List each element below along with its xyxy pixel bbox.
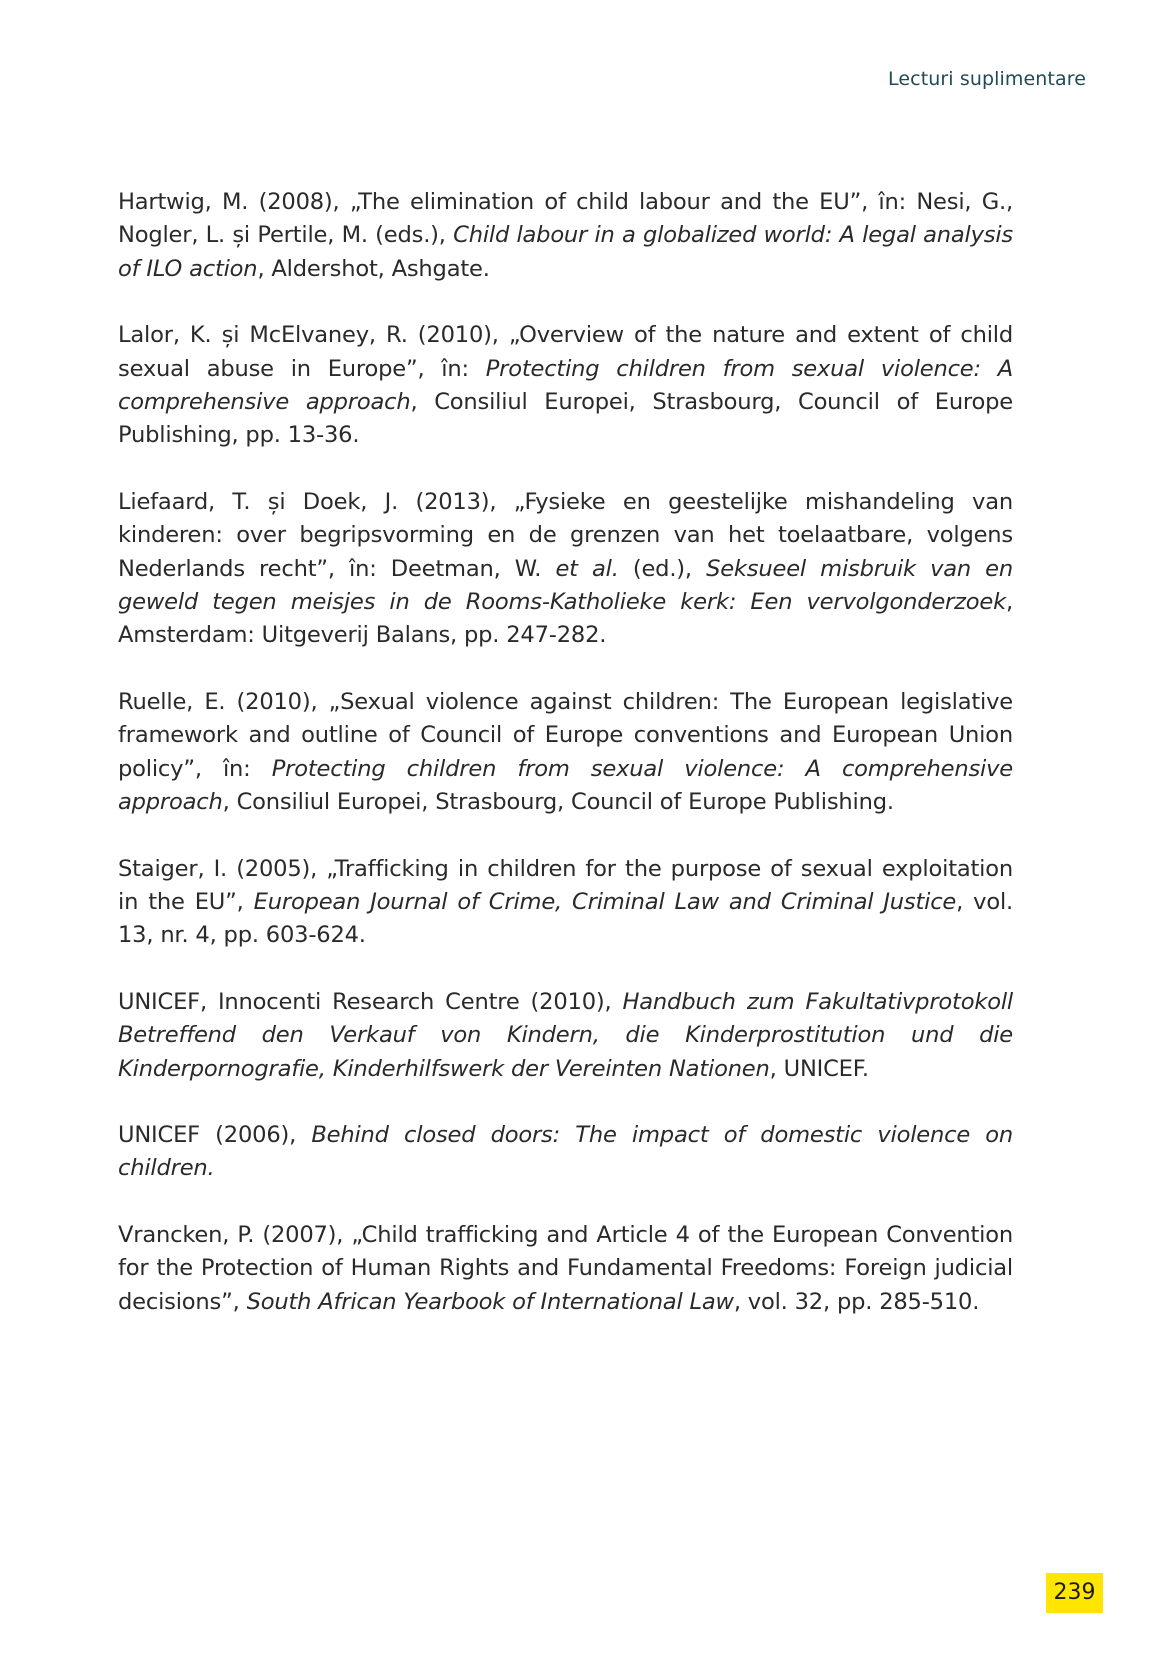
reference-text: UNICEF (2006), [118,1121,312,1148]
reference-title: European Journal of Crime, Criminal Law and Criminal Justice [253,888,957,915]
reference-title: Protecting children from sexual violence: A comprehensive approach [118,355,1013,416]
reference-title: Protecting children from sexual violence: A comprehensive approach [118,755,1013,816]
reference-entry [118,1119,1013,1186]
reference-text: UNICEF, Innocenti Research Centre (2010), [118,988,623,1015]
reference-text: , vol. 32, pp. 285-510. [733,1288,980,1315]
reference-title: Child labour in a globalized world: A legal analysis of ILO action [118,222,1013,282]
reference-text: , UNICEF. [769,1055,869,1082]
reference-list [118,186,1013,1352]
running-header-title: Lecturi suplimentare [888,68,1086,90]
reference-text: , Consiliul Europei, Strasbourg, Council of Europe Publishing, pp. 13-36. [118,389,1013,449]
reference-entry [118,853,1013,953]
reference-title: et al. [555,555,619,582]
reference-title: South African Yearbook of International Law [246,1288,734,1315]
reference-text: (ed.), [618,555,707,582]
reference-entry [118,686,1013,820]
reference-text: , vol. 13, nr. 4, pp. 603-624. [118,888,1014,949]
reference-text: Hartwig, M. (2008), „The elimination of child labour and the EU”, în: Nesi, G., Nogler, L. și Pertile, M. (eds.), [118,189,1013,249]
reference-text: Vrancken, P. (2007), „Child trafficking and Article 4 of the European Convention for the Protection of Human Rights and Fundamental Freedoms: Foreign judicial decisions”, [118,1221,1013,1315]
reference-text: , Amsterdam: Uitgeverij Balans, pp. 247-282. [118,589,1013,649]
reference-text: Liefaard, T. și Doek, J. (2013), „Fysieke en geestelijke mishandeling van kinderen: over begripsvorming en de grenzen van het toelaatbare, volgens Nederlands recht”, în: Deetman, W. [118,488,1013,582]
reference-text: , Aldershot, Ashgate. [257,255,490,282]
reference-text: Lalor, K. și McElvaney, R. (2010), „Overview of the nature and extent of child sexual abuse in Europe”, în: [118,322,1013,382]
reference-entry [118,186,1013,286]
page-number-badge: 239 [1046,1573,1103,1613]
reference-entry [118,319,1013,453]
reference-title: Behind closed doors: The impact of domestic violence on children. [118,1121,1014,1182]
reference-entry [118,986,1013,1086]
reference-title: Seksueel misbruik van en geweld tegen meisjes in de Rooms-Katholieke kerk: Een vervolgonderzoek [118,555,1014,616]
reference-text: , Consiliul Europei, Strasbourg, Council of Europe Publishing. [222,789,894,816]
reference-title: Handbuch zum Fakultativprotokoll Betreffend den Verkauf von Kindern, die Kinderprostitution und die Kinderpornografie, Kinderhilfswerk der Vereinten Nationen [118,988,1013,1082]
reference-entry [118,1219,1013,1319]
reference-text: Staiger, I. (2005), „Trafficking in children for the purpose of sexual exploitation in the EU”, [118,855,1013,915]
reference-text: Ruelle, E. (2010), „Sexual violence against children: The European legislative framework and outline of Council of Europe conventions and European Union policy”, în: [118,688,1013,782]
reference-entry [118,486,1013,653]
